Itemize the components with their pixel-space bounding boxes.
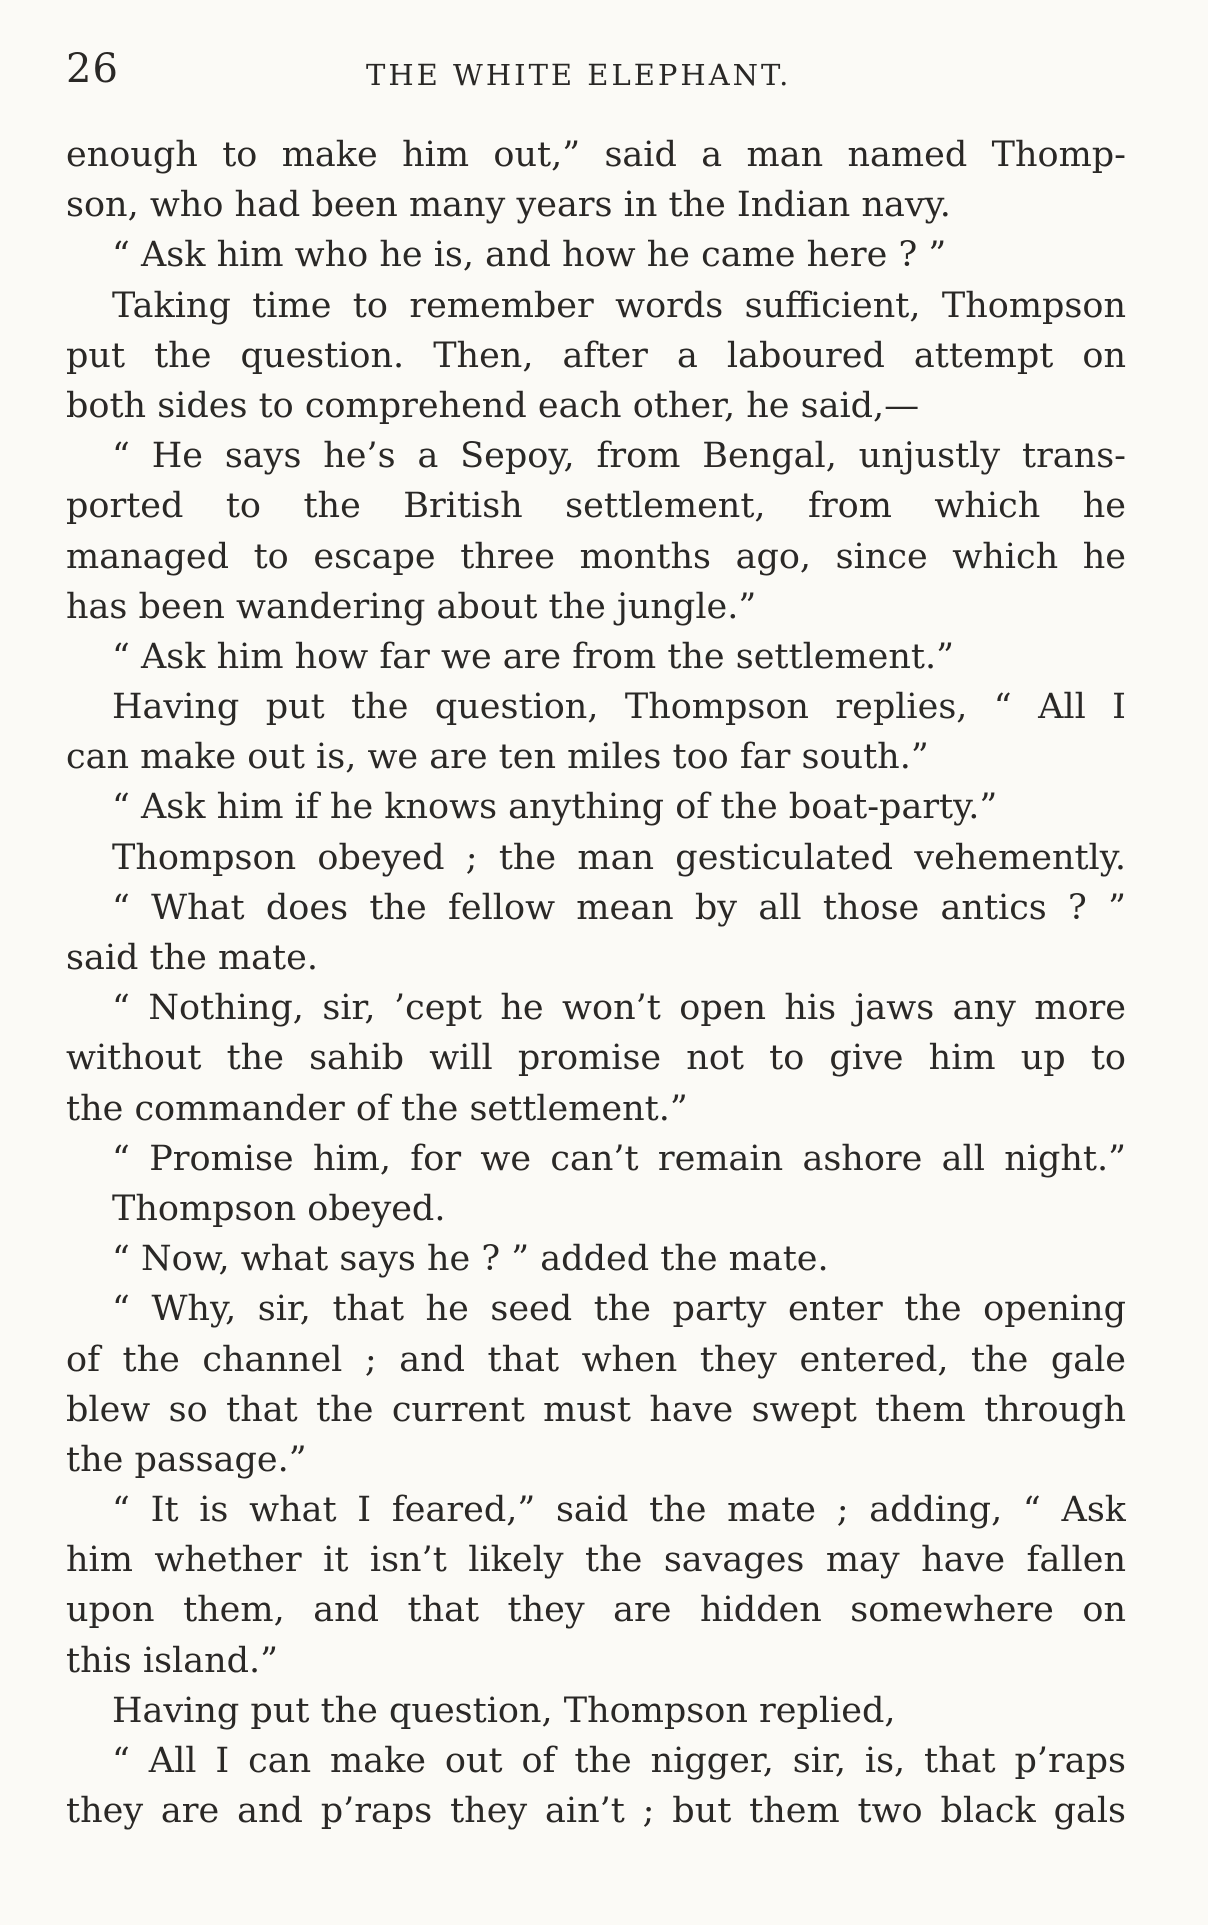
text-line: “ What does the fellow mean by all those antics ? ”	[112, 887, 1126, 928]
text-line: can make out is, we are ten miles too far south.”	[66, 737, 929, 778]
text-line: “ Ask him if he knows anything of the boat-party.”	[112, 787, 998, 828]
text-line: upon them, and that they are hidden somewhere on	[66, 1590, 1126, 1631]
text-line: blew so that the current must have swept them through	[66, 1389, 1126, 1430]
body-text	[66, 130, 1126, 1836]
text-line: said the mate.	[66, 938, 318, 978]
text-line: “ Ask him how far we are from the settlement.”	[112, 636, 954, 677]
text-line: of the channel ; and that when they entered, the gale	[66, 1339, 1126, 1380]
text-line: Thompson obeyed ; the man gesticulated vehemently.	[112, 837, 1126, 878]
text-line: “ All I can make out of the nigger, sir, is, that p’raps	[112, 1741, 1126, 1781]
text-line: “ Promise him, for we can’t remain ashore all night.”	[112, 1138, 1126, 1179]
text-line: Having put the question, Thompson replied,	[112, 1690, 896, 1731]
text-line: they are and p’raps they ain’t ; but them two black gals	[66, 1791, 1126, 1832]
text-line: “ Ask him who he is, and how he came here ? ”	[112, 235, 947, 276]
text-line: Taking time to remember words sufficient, Thompson	[112, 285, 1126, 326]
running-title: THE WHITE ELEPHANT.	[366, 58, 792, 92]
text-line: the commander of the settlement.”	[66, 1088, 688, 1129]
text-line: son, who had been many years in the Indian navy.	[66, 185, 951, 226]
text-line: ported to the British settlement, from which he	[66, 486, 1126, 527]
text-line: “ Nothing, sir, ’cept he won’t open his jaws any more	[112, 988, 1126, 1029]
text-line: enough to make him out,” said a man named Thomp-	[66, 135, 1126, 175]
text-line: Having put the question, Thompson replies, “ All I	[112, 687, 1126, 728]
text-line: “ Why, sir, that he seed the party enter the opening	[112, 1289, 1126, 1330]
page-number: 26	[66, 46, 119, 92]
text-line: “ It is what I feared,” said the mate ; adding, “ Ask	[112, 1490, 1126, 1531]
text-line: this island.”	[66, 1640, 279, 1681]
running-head	[66, 38, 1126, 98]
text-line: has been wandering about the jungle.”	[66, 586, 757, 627]
text-line: Thompson obeyed.	[112, 1188, 446, 1229]
text-line: “ Now, what says he ? ” added the mate.	[112, 1239, 829, 1280]
text-line: him whether it isn’t likely the savages may have fallen	[66, 1540, 1126, 1581]
text-line: both sides to comprehend each other, he said,—	[66, 385, 920, 426]
text-line: put the question. Then, after a laboured attempt on	[66, 335, 1126, 376]
text-line: without the sahib will promise not to give him up to	[66, 1038, 1126, 1079]
text-line: the passage.”	[66, 1439, 307, 1480]
text-line: managed to escape three months ago, since which he	[66, 536, 1126, 577]
text-line: “ He says he’s a Sepoy, from Bengal, unjustly trans-	[112, 436, 1126, 477]
